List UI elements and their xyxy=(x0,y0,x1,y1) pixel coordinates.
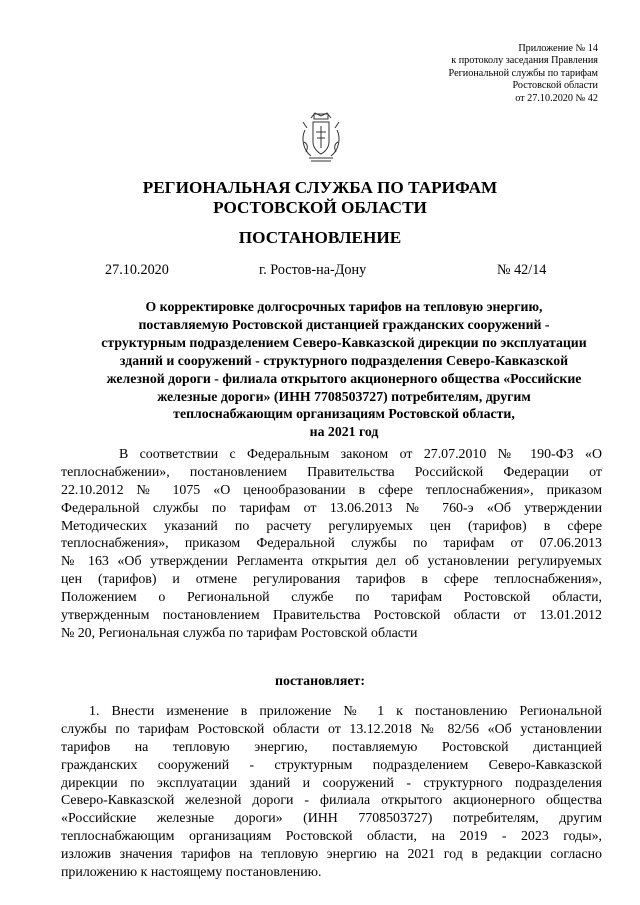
subject-line: О корректировке долгосрочных тарифов на тепловую энергию, xyxy=(145,299,543,314)
paragraph-line: Северо-Кавказской железной дороги - филиала открытого акционерного общества xyxy=(61,793,602,809)
paragraph-line: 1. Внести изменение в приложение № 1 к постановлению Региональной xyxy=(89,704,602,719)
paragraph-line: приложению к настоящему постановлению. xyxy=(61,865,322,881)
subject-line: на 2021 год xyxy=(309,424,379,440)
subject-line: теплоснабжающим организациям Ростовской области, xyxy=(173,406,515,422)
paragraph-line: теплоснабжающим организациям Ростовской области, на 2019 - 2023 годы», xyxy=(61,829,602,845)
resolves-heading: постановляет: xyxy=(275,674,365,689)
paragraph-line: «Российские железные дороги» (ИНН 7708503727) потребителям, другим xyxy=(61,811,602,827)
organization-name-line1: РЕГИОНАЛЬНАЯ СЛУЖБА ПО ТАРИФАМ xyxy=(142,178,498,197)
document-subject xyxy=(88,298,600,441)
annex-reference xyxy=(378,43,598,105)
paragraph-line: Федеральной службы по тарифам от 13.06.2013 № 760-э «Об утверждении xyxy=(61,500,602,516)
annex-line: от 27.10.2020 № 42 xyxy=(515,92,598,104)
paragraph-line: Положением о Региональной службе по тарифам Ростовской области, xyxy=(61,590,602,606)
annex-line: Региональной службы по тарифам xyxy=(448,67,598,79)
document-city: г. Ростов-на-Дону xyxy=(259,262,367,278)
paragraph-line: теплоснабжения», приказом Федеральной службы по тарифам от 07.06.2013 xyxy=(61,536,602,552)
document-date: 27.10.2020 xyxy=(105,262,169,278)
paragraph-line: № 20, Региональная служба по тарифам Ростовской области xyxy=(61,625,418,641)
paragraph-line: изложив значения тарифов на тепловую энергию на 2021 год в редакции согласно xyxy=(61,847,602,863)
subject-line: структурным подразделением Северо-Кавказской дирекции по эксплуатации xyxy=(101,334,587,350)
subject-line: поставляемую Ростовской дистанцией гражданских сооружений - xyxy=(138,316,550,332)
organization-name-line2: РОСТОВСКОЙ ОБЛАСТИ xyxy=(213,198,427,217)
paragraph-line: № 163 «Об утверждении Регламента открытия дел об установлении регулируемых xyxy=(61,554,602,570)
paragraph-line: В соответствии с Федеральным законом от 27.07.2010 № 190-ФЗ «О xyxy=(119,447,602,462)
paragraph-line: дирекции по эксплуатации зданий и сооружений - структурного подразделения xyxy=(61,775,602,791)
annex-line: Ростовской области xyxy=(512,80,598,92)
paragraph-line: утвержденным постановлением Правительства Ростовской области от 13.01.2012 xyxy=(61,608,602,624)
document-type: ПОСТАНОВЛЕНИЕ xyxy=(238,228,402,247)
subject-line: зданий и сооружений - структурного подразделения Северо-Кавказской xyxy=(119,352,569,368)
subject-line: железные дороги» (ИНН 7708503727) потребителям, другим xyxy=(157,388,531,404)
paragraph-line: службы по тарифам Ростовской области от 13.12.2018 № 82/56 «Об установлении xyxy=(61,721,602,737)
annex-line: Приложение № 14 xyxy=(518,43,598,54)
rostov-oblast-coat-of-arms-icon xyxy=(299,108,343,164)
annex-line: к протоколу заседания Правления xyxy=(451,55,598,67)
item-1-paragraph xyxy=(61,703,602,882)
paragraph-line: Методических указаний по расчету регулируемых цен (тарифов) в сфере xyxy=(61,518,602,534)
document-number: № 42/14 xyxy=(497,262,547,278)
paragraph-line: гражданских сооружений - структурным подразделением Северо-Кавказской xyxy=(61,757,602,773)
paragraph-line: тарифов на тепловую энергию, поставляемую Ростовской дистанцией xyxy=(61,739,602,755)
preamble-paragraph xyxy=(61,446,602,643)
paragraph-line: теплоснабжении», постановлением Правительства Российской Федерации от xyxy=(61,464,602,480)
subject-line: железной дороги - филиала открытого акционерного общества «Российские xyxy=(106,370,582,386)
paragraph-line: 22.10.2012 № 1075 «О ценообразовании в сфере теплоснабжения», приказом xyxy=(61,482,602,498)
paragraph-line: цен (тарифов) и отмене регулирования тарифов в сфере теплоснабжения», xyxy=(61,572,602,588)
